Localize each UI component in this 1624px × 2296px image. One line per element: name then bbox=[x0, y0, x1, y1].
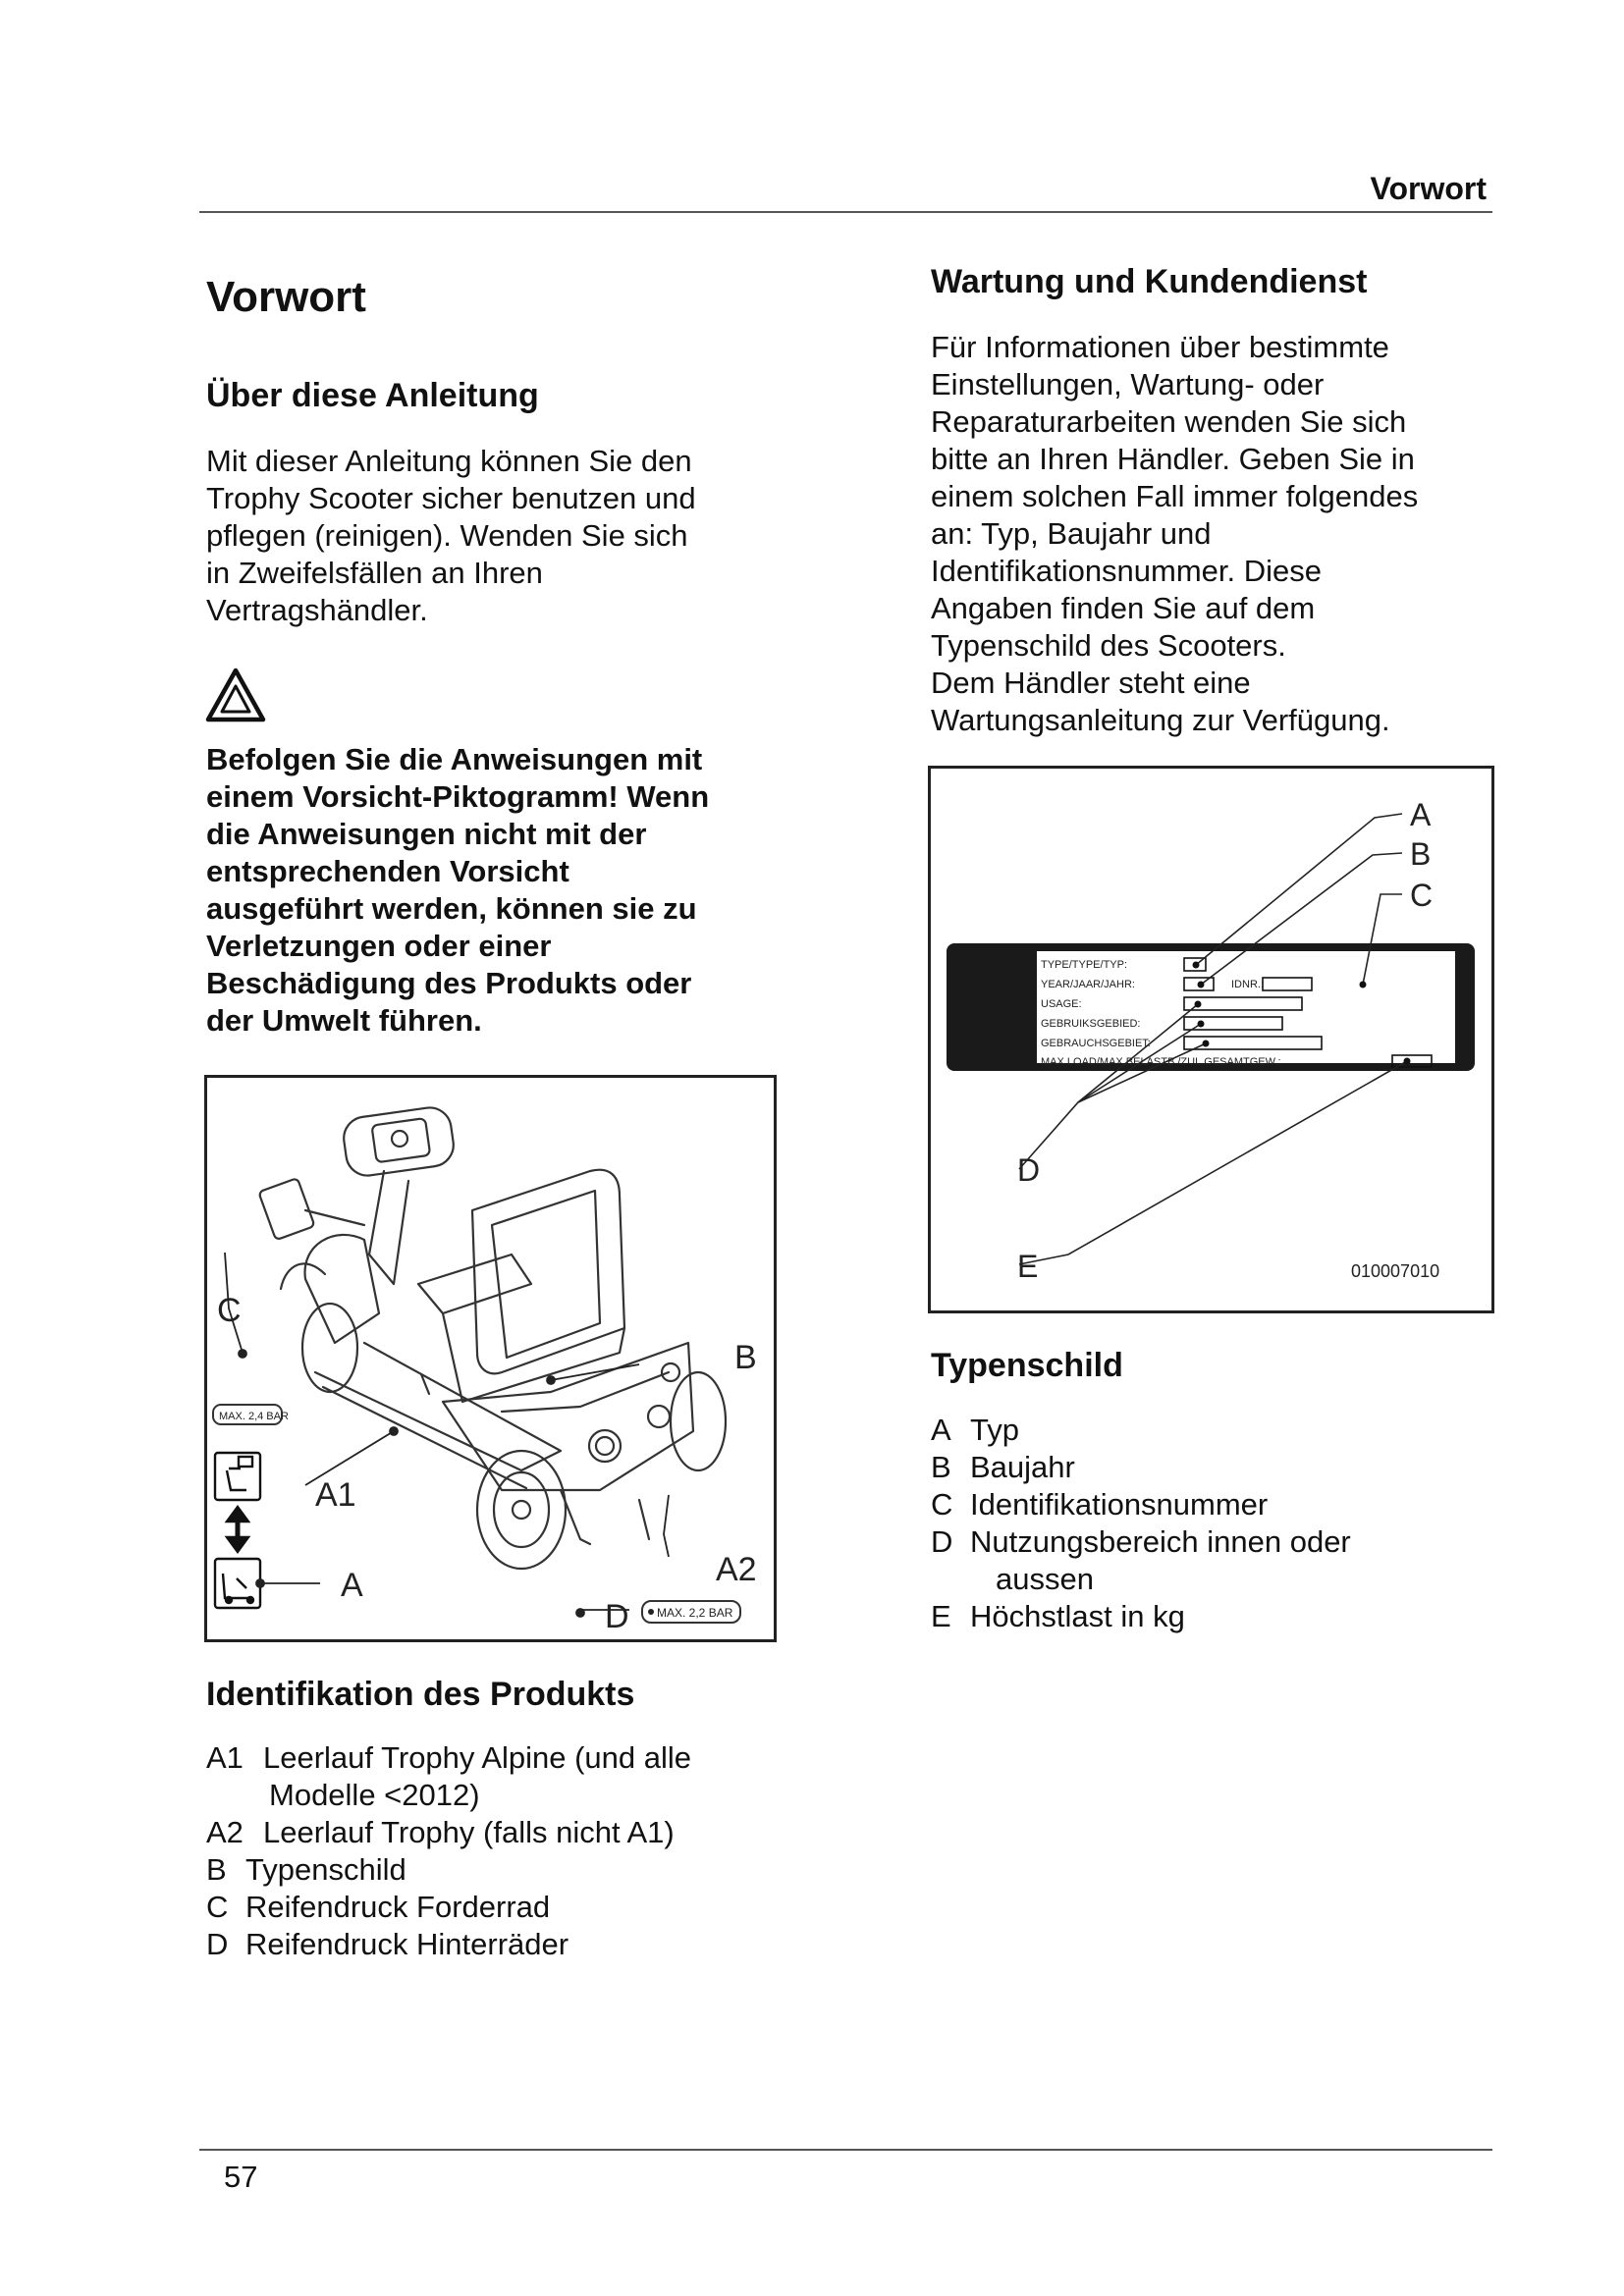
service-line: Einstellungen, Wartung- oder bbox=[931, 367, 1325, 401]
type-plate-drawing bbox=[931, 769, 1491, 1310]
identification-list bbox=[206, 1739, 776, 1963]
plate-label-e: E bbox=[1017, 1249, 1039, 1284]
item-text: Reifendruck Hinterräder bbox=[245, 1927, 569, 1961]
list-item bbox=[931, 1449, 1500, 1486]
about-line: Trophy Scooter sicher benutzen und bbox=[206, 481, 696, 515]
plate-label-c: C bbox=[1410, 878, 1434, 913]
plate-field-gebruik: GEBRUIKSGEBIED: bbox=[1041, 1018, 1141, 1030]
item-key: A2 bbox=[206, 1815, 244, 1849]
item-key: D bbox=[931, 1524, 953, 1559]
item-key: D bbox=[206, 1927, 229, 1961]
item-text: aussen bbox=[996, 1562, 1094, 1596]
page-number: 57 bbox=[224, 2160, 258, 2194]
item-key: B bbox=[931, 1450, 951, 1484]
list-item bbox=[206, 1814, 776, 1851]
list-item bbox=[206, 1739, 776, 1777]
plate-field-maxload: MAX.LOAD/MAX.BELASTB./ZUL.GESAMTGEW.: bbox=[1041, 1056, 1281, 1068]
page-title: Vorwort bbox=[206, 273, 366, 321]
list-item bbox=[206, 1926, 776, 1963]
item-text: Leerlauf Trophy Alpine (und alle bbox=[263, 1740, 692, 1775]
label-b: B bbox=[734, 1339, 757, 1376]
service-line: Typenschild des Scooters. bbox=[931, 628, 1286, 663]
item-text: Baujahr bbox=[970, 1450, 1075, 1484]
about-text bbox=[206, 443, 756, 629]
figure-code: 010007010 bbox=[1351, 1261, 1440, 1281]
warning-line: Beschädigung des Produkts oder bbox=[206, 966, 692, 1000]
label-a: A bbox=[341, 1567, 363, 1604]
service-line: Für Informationen über bestimmte bbox=[931, 330, 1389, 364]
label-a1: A1 bbox=[315, 1476, 356, 1514]
item-text: Typenschild bbox=[245, 1852, 406, 1887]
item-key: C bbox=[206, 1890, 229, 1924]
service-line: Dem Händler steht eine bbox=[931, 666, 1251, 700]
label-a2: A2 bbox=[716, 1551, 757, 1588]
typenschild-list bbox=[931, 1412, 1500, 1635]
front-pressure-label: MAX. 2,4 BAR bbox=[219, 1411, 289, 1422]
plate-label-d: D bbox=[1017, 1152, 1041, 1188]
typenschild-heading: Typenschild bbox=[931, 1347, 1123, 1384]
type-plate-figure bbox=[928, 766, 1494, 1313]
label-d: D bbox=[605, 1598, 629, 1635]
about-heading: Über diese Anleitung bbox=[206, 377, 539, 414]
rear-pressure-label: MAX. 2,2 BAR bbox=[657, 1606, 733, 1620]
about-line: pflegen (reinigen). Wenden Sie sich bbox=[206, 518, 688, 553]
warning-text bbox=[206, 741, 776, 1040]
about-line: Mit dieser Anleitung können Sie den bbox=[206, 444, 692, 478]
list-item-continuation bbox=[931, 1561, 1500, 1598]
warning-line: einem Vorsicht-Piktogramm! Wenn bbox=[206, 779, 710, 814]
list-item bbox=[206, 1889, 776, 1926]
plate-field-idnr: IDNR.: bbox=[1231, 979, 1264, 990]
service-line: einem solchen Fall immer folgendes bbox=[931, 479, 1419, 513]
header-rule bbox=[199, 211, 1492, 213]
warning-triangle-icon bbox=[204, 667, 267, 723]
item-key: E bbox=[931, 1599, 951, 1633]
service-heading: Wartung und Kundendienst bbox=[931, 263, 1368, 300]
service-line: Angaben finden Sie auf dem bbox=[931, 591, 1316, 625]
item-text: Typ bbox=[970, 1413, 1019, 1447]
list-item bbox=[206, 1851, 776, 1889]
list-item-continuation bbox=[206, 1777, 776, 1814]
plate-label-a: A bbox=[1410, 797, 1432, 832]
scooter-drawing bbox=[207, 1078, 774, 1639]
label-c: C bbox=[217, 1292, 242, 1329]
warning-line: ausgeführt werden, können sie zu bbox=[206, 891, 697, 926]
item-text: Modelle <2012) bbox=[269, 1778, 480, 1812]
item-key: A bbox=[931, 1413, 951, 1447]
scooter-figure bbox=[204, 1075, 777, 1642]
item-key: C bbox=[931, 1487, 953, 1522]
service-line: Reparaturarbeiten wenden Sie sich bbox=[931, 404, 1407, 439]
footer-rule bbox=[199, 2149, 1492, 2151]
plate-field-type: TYPE/TYPE/TYP: bbox=[1041, 959, 1128, 971]
about-line: Vertragshändler. bbox=[206, 593, 428, 627]
warning-line: entsprechenden Vorsicht bbox=[206, 854, 569, 888]
item-text: Leerlauf Trophy (falls nicht A1) bbox=[263, 1815, 675, 1849]
warning-line: Befolgen Sie die Anweisungen mit bbox=[206, 742, 703, 776]
service-line: Identifikationsnummer. Diese bbox=[931, 554, 1323, 588]
plate-field-year: YEAR/JAAR/JAHR: bbox=[1041, 979, 1135, 990]
item-text: Nutzungsbereich innen oder bbox=[970, 1524, 1351, 1559]
plate-field-gebrauch: GEBRAUCHSGEBIET: bbox=[1041, 1038, 1151, 1049]
warning-line: der Umwelt führen. bbox=[206, 1003, 482, 1038]
warning-line: Verletzungen oder einer bbox=[206, 929, 552, 963]
plate-label-b: B bbox=[1410, 836, 1432, 872]
item-key: B bbox=[206, 1852, 227, 1887]
item-text: Höchstlast in kg bbox=[970, 1599, 1185, 1633]
about-line: in Zweifelsfällen an Ihren bbox=[206, 556, 543, 590]
service-line: bitte an Ihren Händler. Geben Sie in bbox=[931, 442, 1415, 476]
running-header: Vorwort bbox=[1370, 171, 1487, 206]
service-line: Wartungsanleitung zur Verfügung. bbox=[931, 703, 1390, 737]
list-item bbox=[931, 1412, 1500, 1449]
item-text: Identifikationsnummer bbox=[970, 1487, 1269, 1522]
item-text: Reifendruck Forderrad bbox=[245, 1890, 551, 1924]
plate-field-usage: USAGE: bbox=[1041, 998, 1082, 1010]
identification-heading: Identifikation des Produkts bbox=[206, 1676, 635, 1713]
list-item bbox=[931, 1598, 1500, 1635]
service-text bbox=[931, 329, 1500, 739]
warning-line: die Anweisungen nicht mit der bbox=[206, 817, 647, 851]
item-key: A1 bbox=[206, 1740, 244, 1775]
list-item bbox=[931, 1486, 1500, 1523]
list-item bbox=[931, 1523, 1500, 1561]
service-line: an: Typ, Baujahr und bbox=[931, 516, 1212, 551]
